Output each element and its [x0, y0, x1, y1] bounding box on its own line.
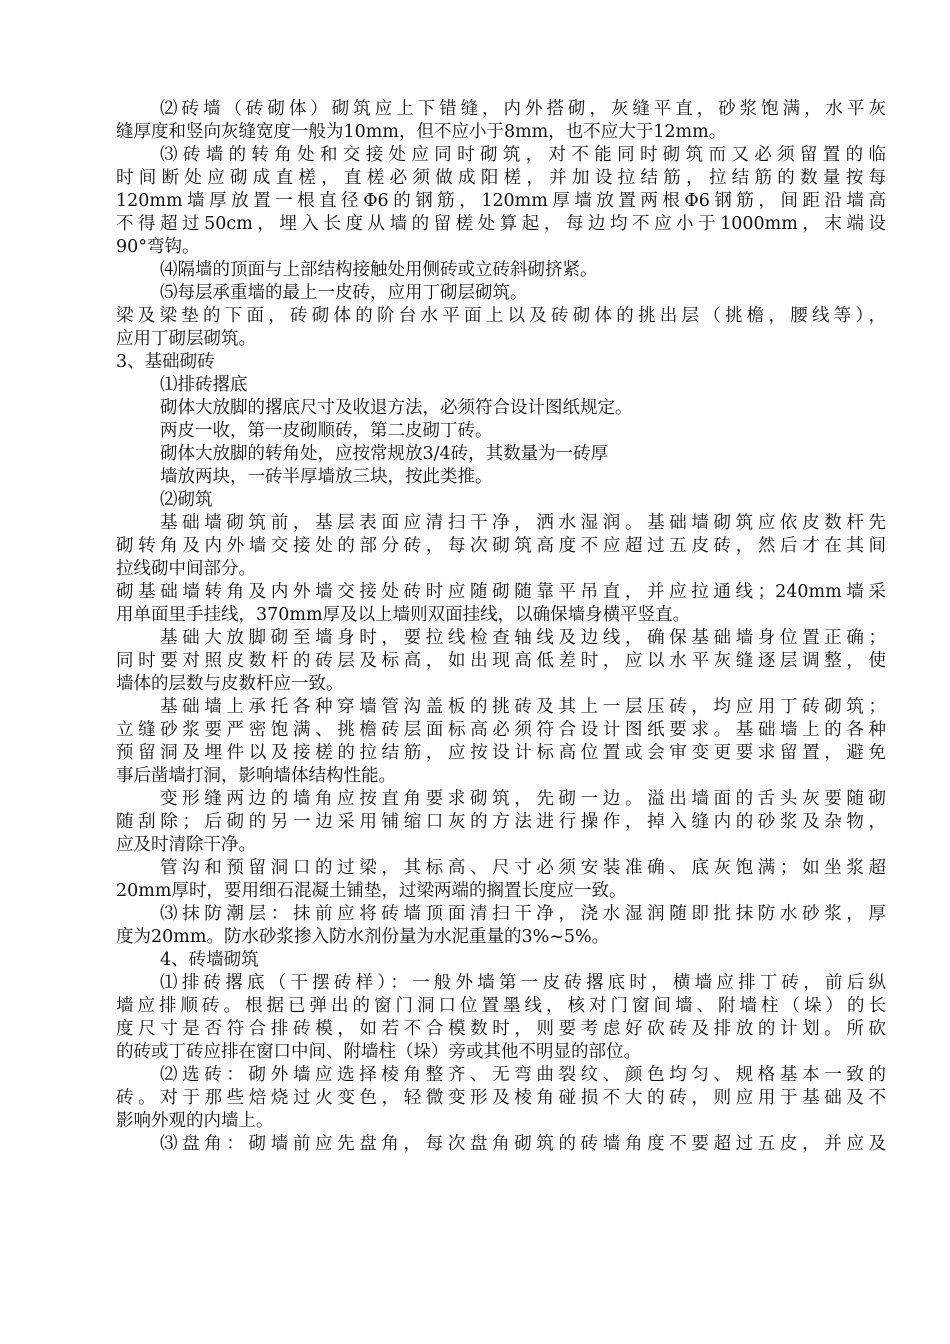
text-line: ⑵选砖：砌外墙应选择棱角整齐、无弯曲裂纹、颜色均匀、规格基本一致的 [160, 1065, 886, 1085]
text-line: 的砖或丁砖应排在窗口中间、附墙柱（垛）旁或其他不明显的部位。 [116, 1042, 641, 1062]
text-line: ⑶砖墙的转角处和交接处应同时砌筑，对不能同时砌筑而又必须留置的临 [160, 145, 886, 165]
text-line: 90°弯钩。 [116, 237, 200, 257]
text-line: 立缝砂浆要严密饱满、挑檐砖层面标高必须符合设计图纸要求。基础墙上的各种 [116, 720, 886, 740]
text-line: 拉线砌中间部分。 [116, 559, 256, 579]
text-line: 砌转角及内外墙交接处的部分砖，每次砌筑高度不应超过五皮砖，然后才在其间 [116, 536, 886, 556]
text-line: ⑶抹防潮层：抹前应将砖墙顶面清扫干净，浇水湿润随即批抹防水砂浆，厚 [160, 904, 886, 924]
text-line: 管沟和预留洞口的过梁，其标高、尺寸必须安装准确、底灰饱满；如坐浆超 [160, 858, 886, 878]
text-line: 基础大放脚砌至墙身时，要拉线检查轴线及边线，确保基础墙身位置正确； [160, 628, 886, 648]
text-line: 不得超过50cm，埋入长度从墙的留槎处算起，每边均不应小于1000mm，末端设 [116, 214, 886, 234]
text-line: 应用丁砌层砌筑。 [116, 329, 256, 349]
text-line: 砌体大放脚的撂底尺寸及收退方法，必须符合设计图纸规定。 [160, 398, 633, 418]
text-line: 两皮一收，第一皮砌顺砖，第二皮砌丁砖。 [160, 421, 493, 441]
text-line: 砌体大放脚的转角处，应按常规放3/4砖，其数量为一砖厚 [160, 444, 609, 464]
text-line: 梁及梁垫的下面，砖砌体的阶台水平面上以及砖砌体的挑出层（挑檐，腰线等）， [116, 306, 886, 326]
text-line: 4、砖墙砌筑 [160, 950, 259, 970]
text-line: 墙放两块，一砖半厚墙放三块，按此类推。 [160, 467, 493, 487]
text-line: 缝厚度和竖向灰缝宽度一般为10mm，但不应小于8mm，也不应大于12mm。 [116, 122, 727, 142]
text-line: 随刮除；后砌的另一边采用铺缩口灰的方法进行操作，掉入缝内的砂浆及杂物， [116, 812, 886, 832]
text-line: 用单面里手挂线，370mm厚及以上墙则双面挂线，以确保墙身横平竖直。 [116, 605, 691, 625]
text-line: 墙体的层数与皮数杆应一致。 [116, 674, 344, 694]
text-line: 同时要对照皮数杆的砖层及标高，如出现高低差时，应以水平灰缝逐层调整，使 [116, 651, 886, 671]
text-line: 影响外观的内墙上。 [116, 1111, 274, 1131]
text-line: 基础墙上承托各种穿墙管沟盖板的挑砖及其上一层压砖，均应用丁砖砌筑； [160, 697, 886, 717]
text-line: 预留洞及埋件以及接槎的拉结筋，应按设计标高位置或会审变更要求留置，避免 [116, 743, 886, 763]
text-line: 度尺寸是否符合排砖模，如若不合模数时，则要考虑好砍砖及排放的计划。所砍 [116, 1019, 886, 1039]
text-line: 3、基础砌砖 [116, 352, 215, 372]
text-line: ⑸每层承重墙的最上一皮砖，应用丁砌层砌筑。 [160, 283, 528, 303]
text-line: 砖。对于那些焙烧过火变色，轻微变形及棱角碰损不大的砖，则应用于基础及不 [116, 1088, 886, 1108]
text-line: ⑵砖墙（砖砌体）砌筑应上下错缝，内外搭砌，灰缝平直，砂浆饱满，水平灰 [160, 99, 886, 119]
text-line: 应及时清除干净。 [116, 835, 256, 855]
text-line: ⑴排砖撂底 [160, 375, 248, 395]
document-page [116, 98, 886, 1156]
text-line: 变形缝两边的墙角应按直角要求砌筑，先砌一边。溢出墙面的舌头灰要随砌 [160, 789, 886, 809]
text-line: 基础墙砌筑前，基层表面应清扫干净，洒水湿润。基础墙砌筑应依皮数杆先 [160, 513, 886, 533]
text-line: 时间断处应砌成直槎，直槎必须做成阳槎，并加设拉结筋，拉结筋的数量按每 [116, 168, 886, 188]
text-line: 20mm厚时，要用细石混凝土铺垫，过梁两端的搁置长度应一致。 [116, 881, 627, 901]
text-line: 120mm墙厚放置一根直径Φ6的钢筋，120mm厚墙放置两根Φ6钢筋，间距沿墙高 [116, 191, 886, 211]
text-line: 度为20mm。防水砂浆掺入防水剂份量为水泥重量的3%~5%。 [116, 927, 610, 947]
text-line: ⑵砌筑 [160, 490, 213, 510]
text-line: 墙应排顺砖。根据已弹出的窗门洞口位置墨线，核对门窗间墙、附墙柱（垛）的长 [116, 996, 886, 1016]
text-line: ⑶盘角：砌墙前应先盘角，每次盘角砌筑的砖墙角度不要超过五皮，并应及 [160, 1134, 886, 1154]
text-line: 砌基础墙转角及内外墙交接处砖时应随砌随靠平吊直，并应拉通线；240mm墙采 [116, 582, 886, 602]
text-line: ⑴排砖撂底（干摆砖样）：一般外墙第一皮砖撂底时，横墙应排丁砖，前后纵 [160, 973, 886, 993]
text-line: 事后凿墙打洞，影响墙体结构性能。 [116, 766, 396, 786]
text-line: ⑷隔墙的顶面与上部结构接触处用侧砖或立砖斜砌挤紧。 [160, 260, 598, 280]
